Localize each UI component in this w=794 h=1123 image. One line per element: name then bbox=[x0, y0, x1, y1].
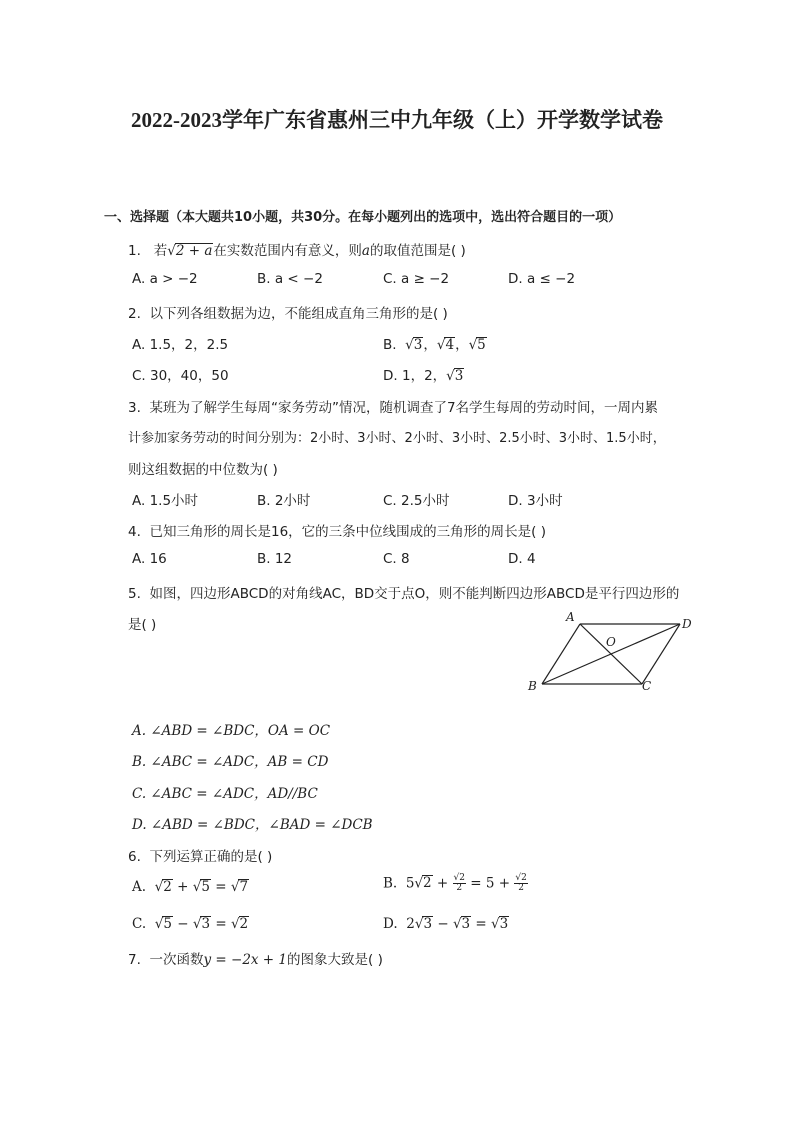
vertex-label-b: B bbox=[528, 679, 537, 693]
question-2 bbox=[128, 302, 448, 322]
question-text: 一次函数 bbox=[149, 952, 204, 968]
option-a: A. 1.5小时 bbox=[132, 493, 199, 509]
question-3 bbox=[128, 396, 658, 416]
option-b: B. 12 bbox=[257, 551, 293, 567]
option-b: B. 5√2 + $\frac{√2}{2}$ = 5 + $\frac{√2}{2}$ bbox=[383, 873, 527, 894]
question-number: 1. bbox=[128, 243, 141, 259]
question-text: 下列运算正确的是( ) bbox=[149, 849, 273, 865]
vertex-label-c: C bbox=[642, 679, 652, 693]
option-a: A. 16 bbox=[132, 551, 167, 567]
option-d: D. 4 bbox=[508, 551, 536, 567]
question-text: 以下列各组数据为边，不能组成直角三角形的是( ) bbox=[149, 306, 448, 322]
question-text: 已知三角形的周长是16，它的三条中位线围成的三角形的周长是( ) bbox=[149, 524, 546, 540]
question-number: 7. bbox=[128, 952, 141, 968]
option-c: C. 2.5小时 bbox=[383, 493, 450, 509]
question-6 bbox=[128, 845, 272, 865]
vertex-label-a: A bbox=[566, 610, 575, 624]
question-4 bbox=[128, 520, 546, 540]
question-text: 在实数范围内有意义，则 bbox=[213, 243, 362, 259]
question-number: 4. bbox=[128, 524, 141, 540]
question-5 bbox=[128, 582, 679, 602]
section-heading: 一、选择题（本大题共10小题，共30分。在每小题列出的选项中，选出符合题目的一项） bbox=[104, 210, 622, 225]
page-title: 2022-2023学年广东省惠州三中九年级（上）开学数学试卷 bbox=[131, 108, 663, 132]
question-number: 5. bbox=[128, 586, 141, 602]
option-d: D. ∠ABD = ∠BDC，∠BAD = ∠DCB bbox=[132, 817, 373, 833]
option-b: B. √3，√4，√5 bbox=[383, 337, 486, 353]
option-c: C. a ≥ −2 bbox=[383, 271, 450, 287]
question-text: 如图，四边形ABCD的对角线AC，BD交于点O，则不能判断四边形ABCD是平行四边形的 bbox=[149, 586, 680, 602]
question-text: 若 bbox=[153, 243, 168, 259]
question-number: 3. bbox=[128, 400, 141, 416]
question-text: 某班为了解学生每周“家务劳动”情况，随机调查了7名学生每周的劳动时间，一周内累 bbox=[149, 400, 659, 416]
option-c: C. √5 − √3 = √2 bbox=[132, 916, 249, 932]
question-7 bbox=[128, 948, 383, 968]
option-c: C. ∠ABC = ∠ADC，AD//BC bbox=[132, 786, 318, 802]
parallelogram-figure bbox=[522, 608, 702, 698]
option-b: B. ∠ABC = ∠ADC，AB = CD bbox=[132, 754, 329, 770]
option-a: A. ∠ABD = ∠BDC，OA = OC bbox=[132, 723, 331, 739]
option-d: D. 1，2，√3 bbox=[383, 368, 464, 384]
option-b: B. 2小时 bbox=[257, 493, 311, 509]
option-a: A. 1.5，2，2.5 bbox=[132, 337, 229, 353]
option-d: D. 2√3 − √3 = √3 bbox=[383, 916, 509, 932]
question-1: 1. 若√2 + a在实数范围内有意义，则a的取值范围是( ) bbox=[128, 243, 466, 259]
radicand: 2 + a bbox=[175, 243, 213, 259]
question-number: 2. bbox=[128, 306, 141, 322]
option-c: C. 8 bbox=[383, 551, 410, 567]
variable: a bbox=[361, 243, 370, 259]
question-text: 的图象大致是( ) bbox=[287, 952, 383, 968]
math-expression: y = −2x + 1 bbox=[203, 952, 288, 968]
question-text: 的取值范围是( ) bbox=[369, 243, 466, 259]
question-text: 是( ) bbox=[128, 617, 157, 633]
option-d: D. a ≤ −2 bbox=[508, 271, 576, 287]
intersection-label-o: O bbox=[606, 635, 616, 649]
question-text: 计参加家务劳动的时间分别为：2小时、3小时、2小时、3小时、2.5小时、3小时、1.5小时， bbox=[128, 431, 666, 446]
vertex-label-d: D bbox=[682, 617, 692, 631]
question-text: 则这组数据的中位数为( ) bbox=[128, 462, 278, 478]
option-c: C. 30，40，50 bbox=[132, 368, 229, 384]
option-a: A. a > −2 bbox=[132, 271, 198, 287]
option-b: B. a < −2 bbox=[257, 271, 323, 287]
option-d: D. 3小时 bbox=[508, 493, 563, 509]
question-number: 6. bbox=[128, 849, 141, 865]
option-a: A. √2 + √5 = √7 bbox=[132, 879, 249, 895]
